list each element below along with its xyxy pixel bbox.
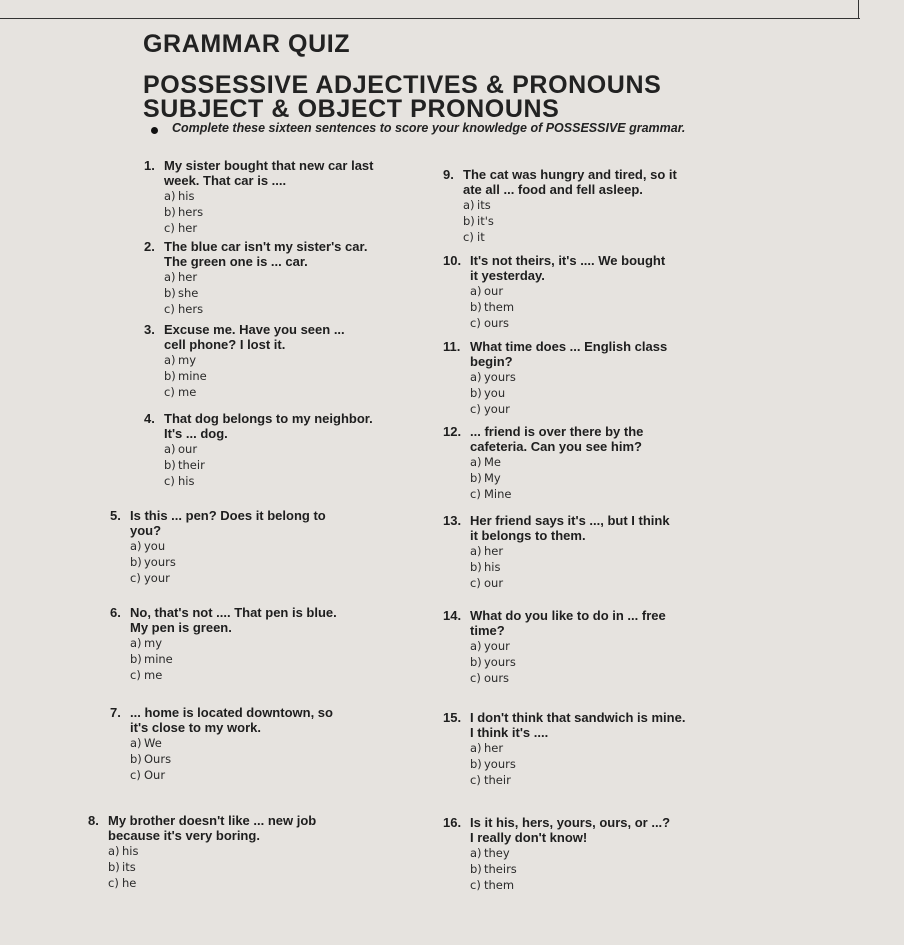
question-16	[443, 815, 670, 893]
answer-option-c[interactable]	[470, 575, 670, 591]
answer-option-c[interactable]	[463, 229, 677, 245]
question-number: 13.	[443, 513, 469, 528]
question-number: 3.	[144, 322, 163, 337]
question-text-line: time?	[470, 623, 505, 638]
question-number: 1.	[144, 158, 163, 173]
question-text-line: week. That car is ....	[164, 173, 287, 188]
answer-option-a[interactable]	[130, 538, 326, 554]
question-text-line: It's ... dog.	[164, 426, 228, 441]
question-text-line: Her friend says it's ..., but I think	[470, 513, 670, 528]
option-letter: b)	[130, 752, 142, 766]
option-letter: c)	[470, 576, 481, 590]
option-letter: c)	[470, 316, 481, 330]
answer-option-b[interactable]	[108, 859, 316, 875]
answer-option-c[interactable]	[164, 220, 374, 236]
question-text-line: begin?	[470, 354, 513, 369]
option-text: yours	[484, 757, 516, 771]
option-letter: c)	[108, 876, 119, 890]
question-14	[443, 608, 666, 686]
option-text: his	[484, 560, 501, 574]
question-stem	[443, 424, 643, 454]
question-number: 9.	[443, 167, 462, 182]
option-text: my	[144, 636, 163, 650]
question-text-line: Excuse me. Have you seen ...	[164, 322, 345, 337]
option-text: Me	[484, 455, 501, 469]
option-text: We	[144, 736, 162, 750]
option-letter: c)	[130, 571, 141, 585]
answer-option-c[interactable]	[470, 315, 665, 331]
question-stem	[443, 339, 667, 369]
question-number: 15.	[443, 710, 469, 725]
answer-option-b[interactable]	[470, 299, 665, 315]
question-text-line: The cat was hungry and tired, so it	[463, 167, 677, 182]
question-text-line: cell phone? I lost it.	[164, 337, 286, 352]
question-text-line: The green one is ... car.	[164, 254, 308, 269]
answer-option-c[interactable]	[130, 570, 326, 586]
option-text: your	[484, 639, 510, 653]
option-text: her	[484, 544, 504, 558]
option-text: Mine	[484, 487, 512, 501]
question-stem	[144, 158, 374, 188]
question-text-line: I think it's ....	[470, 725, 549, 740]
question-text-line: I really don't know!	[470, 830, 588, 845]
question-2	[144, 239, 367, 317]
answer-option-a[interactable]	[164, 269, 367, 285]
option-letter: b)	[130, 555, 142, 569]
question-text-line: ... home is located downtown, so	[130, 705, 333, 720]
option-letter: a)	[470, 846, 482, 860]
question-number: 8.	[88, 813, 107, 828]
option-text: hers	[178, 205, 204, 219]
answer-option-c[interactable]	[130, 667, 337, 683]
option-text: mine	[178, 369, 207, 383]
option-text: his	[178, 474, 195, 488]
option-letter: b)	[470, 655, 482, 669]
option-text: hers	[178, 302, 204, 316]
question-stem	[110, 508, 326, 538]
option-text: her	[484, 741, 504, 755]
option-letter: a)	[470, 284, 482, 298]
option-letter: a)	[164, 353, 176, 367]
question-13	[443, 513, 670, 591]
answer-option-c[interactable]	[164, 473, 373, 489]
option-text: yours	[484, 370, 516, 384]
answer-option-a[interactable]	[164, 441, 373, 457]
option-letter: a)	[470, 741, 482, 755]
question-text-line: My brother doesn't like ... new job	[108, 813, 317, 828]
option-text: ours	[484, 671, 510, 685]
answer-option-c[interactable]	[470, 670, 666, 686]
question-stem	[443, 167, 677, 197]
option-letter: a)	[130, 736, 142, 750]
answer-option-c[interactable]	[164, 384, 345, 400]
answer-option-a[interactable]	[470, 454, 643, 470]
answer-option-a[interactable]	[108, 843, 316, 859]
option-letter: a)	[108, 844, 120, 858]
option-text: yours	[484, 655, 516, 669]
option-letter: a)	[470, 544, 482, 558]
option-letter: a)	[470, 370, 482, 384]
question-9	[443, 167, 677, 245]
option-letter: a)	[470, 455, 482, 469]
question-stem	[443, 608, 666, 638]
question-number: 11.	[443, 339, 468, 354]
question-number: 7.	[110, 705, 129, 720]
option-text: our	[484, 284, 504, 298]
option-letter: b)	[164, 205, 176, 219]
question-text-line: I don't think that sandwich is mine.	[470, 710, 686, 725]
option-letter: a)	[130, 636, 142, 650]
question-number: 4.	[144, 411, 163, 426]
option-text: yours	[144, 555, 176, 569]
option-letter: b)	[164, 286, 176, 300]
option-text: Our	[144, 768, 166, 782]
question-stem	[144, 322, 345, 352]
option-letter: b)	[164, 458, 176, 472]
question-text-line: It's not theirs, it's .... We bought	[470, 253, 666, 268]
question-10	[443, 253, 665, 331]
question-text-line: it's close to my work.	[130, 720, 261, 735]
question-text-line: What time does ... English class	[470, 339, 668, 354]
option-text: his	[178, 189, 195, 203]
option-letter: a)	[463, 198, 475, 212]
answer-option-a[interactable]	[130, 735, 333, 751]
question-text-line: because it's very boring.	[108, 828, 260, 843]
question-6	[110, 605, 337, 683]
answer-option-b[interactable]	[470, 756, 685, 772]
answer-option-b[interactable]	[164, 457, 373, 473]
option-letter: a)	[470, 639, 482, 653]
option-letter: c)	[470, 402, 481, 416]
option-text: ours	[484, 316, 510, 330]
option-letter: a)	[164, 270, 176, 284]
question-number: 6.	[110, 605, 129, 620]
option-letter: c)	[470, 671, 481, 685]
instructions: Complete these sixteen sentences to score your knowledge of POSSESSIVE grammar.	[172, 121, 686, 135]
question-text-line: it yesterday.	[470, 268, 545, 283]
question-stem	[443, 253, 665, 283]
answer-option-b[interactable]	[130, 651, 337, 667]
option-letter: c)	[164, 302, 175, 316]
question-stem	[443, 710, 685, 740]
answer-option-c[interactable]	[108, 875, 316, 891]
answer-option-a[interactable]	[463, 197, 677, 213]
question-11	[443, 339, 667, 417]
option-letter: c)	[164, 385, 175, 399]
answer-option-a[interactable]	[470, 283, 665, 299]
option-letter: c)	[463, 230, 474, 244]
question-number: 12.	[443, 424, 469, 439]
option-text: your	[484, 402, 510, 416]
question-stem	[443, 513, 670, 543]
question-text-line: you?	[130, 523, 162, 538]
answer-option-a[interactable]	[470, 543, 670, 559]
option-letter: b)	[470, 757, 482, 771]
bullet-icon	[151, 127, 158, 134]
option-text: it's	[477, 214, 494, 228]
option-letter: b)	[470, 560, 482, 574]
option-letter: b)	[470, 300, 482, 314]
option-text: them	[484, 878, 515, 892]
answer-option-b[interactable]	[164, 204, 374, 220]
question-number: 16.	[443, 815, 469, 830]
answer-option-c[interactable]	[470, 877, 670, 893]
option-letter: c)	[164, 221, 175, 235]
question-text-line: No, that's not .... That pen is blue.	[130, 605, 337, 620]
quiz-subtitle-possessive: POSSESSIVE ADJECTIVES & PRONOUNS	[143, 71, 662, 99]
question-4	[144, 411, 373, 489]
question-15	[443, 710, 685, 788]
option-text: Ours	[144, 752, 172, 766]
answer-option-c[interactable]	[470, 401, 667, 417]
question-text-line: ... friend is over there by the	[470, 424, 644, 439]
question-12	[443, 424, 643, 502]
option-letter: c)	[130, 668, 141, 682]
answer-option-b[interactable]	[470, 654, 666, 670]
question-text-line: Is this ... pen? Does it belong to	[130, 508, 326, 523]
option-text: me	[178, 385, 197, 399]
question-text-line: The blue car isn't my sister's car.	[164, 239, 368, 254]
question-8	[88, 813, 316, 891]
option-text: their	[178, 458, 205, 472]
option-letter: c)	[130, 768, 141, 782]
question-number: 14.	[443, 608, 469, 623]
top-border-corner	[858, 0, 859, 19]
option-text: you	[484, 386, 506, 400]
option-letter: c)	[470, 878, 481, 892]
option-text: they	[484, 846, 510, 860]
question-stem	[144, 239, 367, 269]
question-3	[144, 322, 345, 400]
answer-option-a[interactable]	[130, 635, 337, 651]
option-letter: b)	[164, 369, 176, 383]
quiz-subtitle-pronouns: SUBJECT & OBJECT PRONOUNS	[143, 95, 560, 123]
option-text: mine	[144, 652, 173, 666]
option-text: theirs	[484, 862, 517, 876]
question-text-line: it belongs to them.	[470, 528, 586, 543]
option-text: his	[122, 844, 139, 858]
question-stem	[110, 605, 337, 635]
question-text-line: ate all ... food and fell asleep.	[463, 182, 643, 197]
question-stem	[110, 705, 333, 735]
option-text: he	[122, 876, 137, 890]
question-number: 10.	[443, 253, 469, 268]
option-text: their	[484, 773, 511, 787]
option-text: our	[178, 442, 198, 456]
answer-option-a[interactable]	[470, 369, 667, 385]
answer-option-c[interactable]	[470, 486, 643, 502]
answer-option-b[interactable]	[463, 213, 677, 229]
option-letter: b)	[108, 860, 120, 874]
option-letter: b)	[130, 652, 142, 666]
question-5	[110, 508, 326, 586]
option-text: its	[122, 860, 136, 874]
question-text-line: My sister bought that new car last	[164, 158, 374, 173]
option-letter: a)	[130, 539, 142, 553]
option-letter: b)	[470, 862, 482, 876]
question-stem	[144, 411, 373, 441]
option-letter: a)	[164, 442, 176, 456]
option-letter: c)	[164, 474, 175, 488]
answer-option-b[interactable]	[130, 554, 326, 570]
answer-option-a[interactable]	[470, 845, 670, 861]
answer-option-b[interactable]	[164, 368, 345, 384]
quiz-title: GRAMMAR QUIZ	[143, 30, 351, 58]
answer-option-b[interactable]	[130, 751, 333, 767]
question-text-line: My pen is green.	[130, 620, 232, 635]
answer-option-b[interactable]	[470, 470, 643, 486]
question-number: 2.	[144, 239, 163, 254]
question-text-line: Is it his, hers, yours, ours, or ...?	[470, 815, 671, 830]
answer-option-a[interactable]	[164, 352, 345, 368]
top-border-line	[0, 18, 860, 19]
answer-option-b[interactable]	[470, 385, 667, 401]
option-letter: b)	[470, 386, 482, 400]
option-text: her	[178, 270, 198, 284]
option-letter: a)	[164, 189, 176, 203]
option-text: My	[484, 471, 501, 485]
answer-option-a[interactable]	[470, 638, 666, 654]
option-text: my	[178, 353, 197, 367]
question-stem	[443, 815, 670, 845]
option-text: me	[144, 668, 163, 682]
option-text: you	[144, 539, 166, 553]
answer-option-c[interactable]	[470, 772, 685, 788]
option-letter: c)	[470, 773, 481, 787]
question-text-line: cafeteria. Can you see him?	[470, 439, 642, 454]
option-letter: b)	[463, 214, 475, 228]
answer-option-c[interactable]	[130, 767, 333, 783]
answer-option-b[interactable]	[470, 861, 670, 877]
option-text: your	[144, 571, 170, 585]
answer-option-b[interactable]	[470, 559, 670, 575]
option-letter: c)	[470, 487, 481, 501]
question-text-line: What do you like to do in ... free	[470, 608, 666, 623]
question-text-line: That dog belongs to my neighbor.	[164, 411, 373, 426]
question-number: 5.	[110, 508, 129, 523]
option-text: it	[477, 230, 485, 244]
option-text: our	[484, 576, 504, 590]
answer-option-b[interactable]	[164, 285, 367, 301]
answer-option-a[interactable]	[470, 740, 685, 756]
option-text: her	[178, 221, 198, 235]
option-text: its	[477, 198, 491, 212]
option-text: them	[484, 300, 515, 314]
question-1	[144, 158, 374, 236]
answer-option-c[interactable]	[164, 301, 367, 317]
option-letter: b)	[470, 471, 482, 485]
answer-option-a[interactable]	[164, 188, 374, 204]
question-stem	[88, 813, 316, 843]
option-text: she	[178, 286, 199, 300]
question-7	[110, 705, 333, 783]
